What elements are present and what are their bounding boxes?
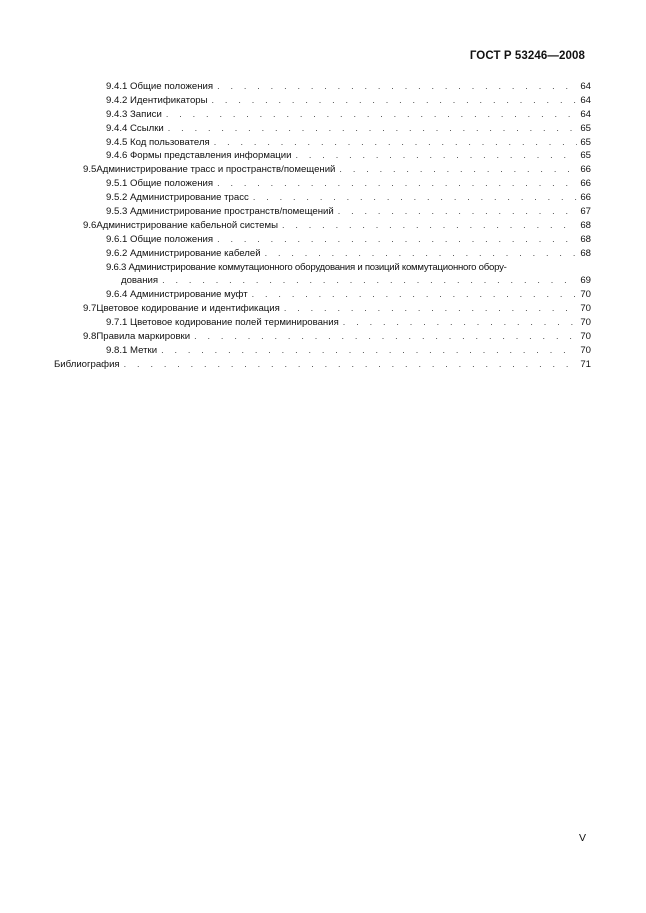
toc-leader-dots [166,108,577,122]
toc-entry-page: 70 [580,331,591,343]
toc-leader-dots [284,302,577,316]
toc-leader-dots [339,163,577,177]
toc-entry-title-continuation: дования [121,275,159,287]
toc-entry[interactable] [54,80,591,94]
toc-entry[interactable] [54,330,591,344]
toc-leader-dots [212,94,577,108]
page-number: V [578,832,586,844]
toc-entry-title: 9.4.5 Код пользователя [106,136,210,148]
toc-entry-title: 9.4.4 Ссылки [106,122,164,134]
toc-entry[interactable] [54,108,591,122]
toc-leader-dots [296,149,578,163]
toc-entry-title: 9.8.1 Метки [106,344,158,356]
toc-entry-title: 9.6.3 Администрирование коммутационного оборудования и позиций коммутационного обору- [106,261,507,273]
toc-entry-title: 9.6.1 Общие положения [106,233,214,245]
toc-entry-title: Администрирование кабельной системы [96,219,278,231]
toc-leader-dots [252,288,577,302]
toc-entry[interactable] [54,163,591,177]
toc-entry-title: Правила маркировки [96,331,191,343]
toc-entry-page: 64 [580,81,591,92]
toc-entry-page: 70 [580,289,591,301]
toc-entry-page: 70 [580,303,591,315]
toc-section-number: 9.7 [83,303,97,315]
toc-entry-page: 68 [580,247,591,259]
toc-entry-page: 70 [580,344,591,356]
toc-entry-title: Библиография [54,358,120,370]
toc-entry-title: 9.5.1 Общие положения [106,178,214,190]
toc-section-number: 9.8 [83,331,97,343]
table-of-contents [54,80,591,372]
toc-section-number: 9.5 [83,164,97,176]
toc-leader-dots [265,247,577,261]
toc-entry-page: 70 [580,317,591,329]
toc-entry[interactable] [54,344,591,358]
toc-entry[interactable] [54,149,591,163]
toc-leader-dots [343,316,577,330]
toc-leader-dots [214,136,577,150]
toc-entry[interactable] [54,205,591,219]
toc-entry[interactable] [54,288,591,302]
toc-leader-dots [217,80,577,94]
toc-entry-title: 9.5.2 Администрирование трасс [106,192,249,204]
toc-entry-title: 9.6.4 Администрирование муфт [106,289,248,301]
toc-entry-page: 66 [580,192,591,204]
toc-entry-page: 71 [580,358,591,370]
toc-leader-dots [338,205,577,219]
toc-entry-title: Цветовое кодирование и идентификация [96,303,280,315]
toc-entry-page: 68 [580,233,591,245]
toc-entry-page: 64 [580,94,591,106]
toc-leader-dots [162,274,577,288]
toc-entry[interactable] [54,358,591,372]
toc-entry[interactable] [54,177,591,191]
toc-leader-dots [217,177,577,191]
toc-entry-page: 65 [580,136,591,148]
toc-entry-title: 9.7.1 Цветовое кодирование полей терминирования [106,317,339,329]
toc-entry-page: 68 [580,219,591,231]
toc-entry[interactable] [54,233,591,247]
toc-entry[interactable] [54,302,591,316]
toc-entry-title: 9.4.3 Записи [106,108,162,120]
toc-entry[interactable] [54,247,591,261]
toc-entry-title: 9.4.6 Формы представления информации [106,150,292,162]
toc-entry[interactable] [54,274,591,288]
toc-entry-page: 69 [580,275,591,287]
toc-entry-page: 65 [580,122,591,134]
toc-entry-page: 64 [580,108,591,120]
toc-section-number: 9.6 [83,219,97,231]
toc-entry-title: 9.4.2 Идентификаторы [106,94,208,106]
document-header: ГОСТ Р 53246—2008 [469,50,585,62]
toc-entry[interactable] [54,191,591,205]
toc-leader-dots [253,191,577,205]
toc-entry[interactable] [54,122,591,136]
toc-leader-dots [168,122,577,136]
toc-entry-wrapped-line[interactable] [54,261,591,275]
toc-leader-dots [217,233,577,247]
toc-leader-dots [194,330,577,344]
toc-leader-dots [161,344,577,358]
toc-entry[interactable] [54,136,591,150]
toc-entry[interactable] [54,94,591,108]
toc-entry-title: Администрирование трасс и пространств/помещений [96,164,336,176]
toc-entry-title: 9.4.1 Общие положения [106,81,214,92]
toc-entry-page: 66 [580,164,591,176]
toc-entry-title: 9.6.2 Администрирование кабелей [106,247,261,259]
toc-entry[interactable] [54,219,591,233]
toc-leader-dots [124,358,577,372]
toc-entry-page: 67 [580,206,591,218]
toc-entry-page: 65 [580,150,591,162]
toc-entry-page: 66 [580,178,591,190]
toc-entry-title: 9.5.3 Администрирование пространств/помещений [106,206,334,218]
toc-leader-dots [282,219,577,233]
toc-entry[interactable] [54,316,591,330]
